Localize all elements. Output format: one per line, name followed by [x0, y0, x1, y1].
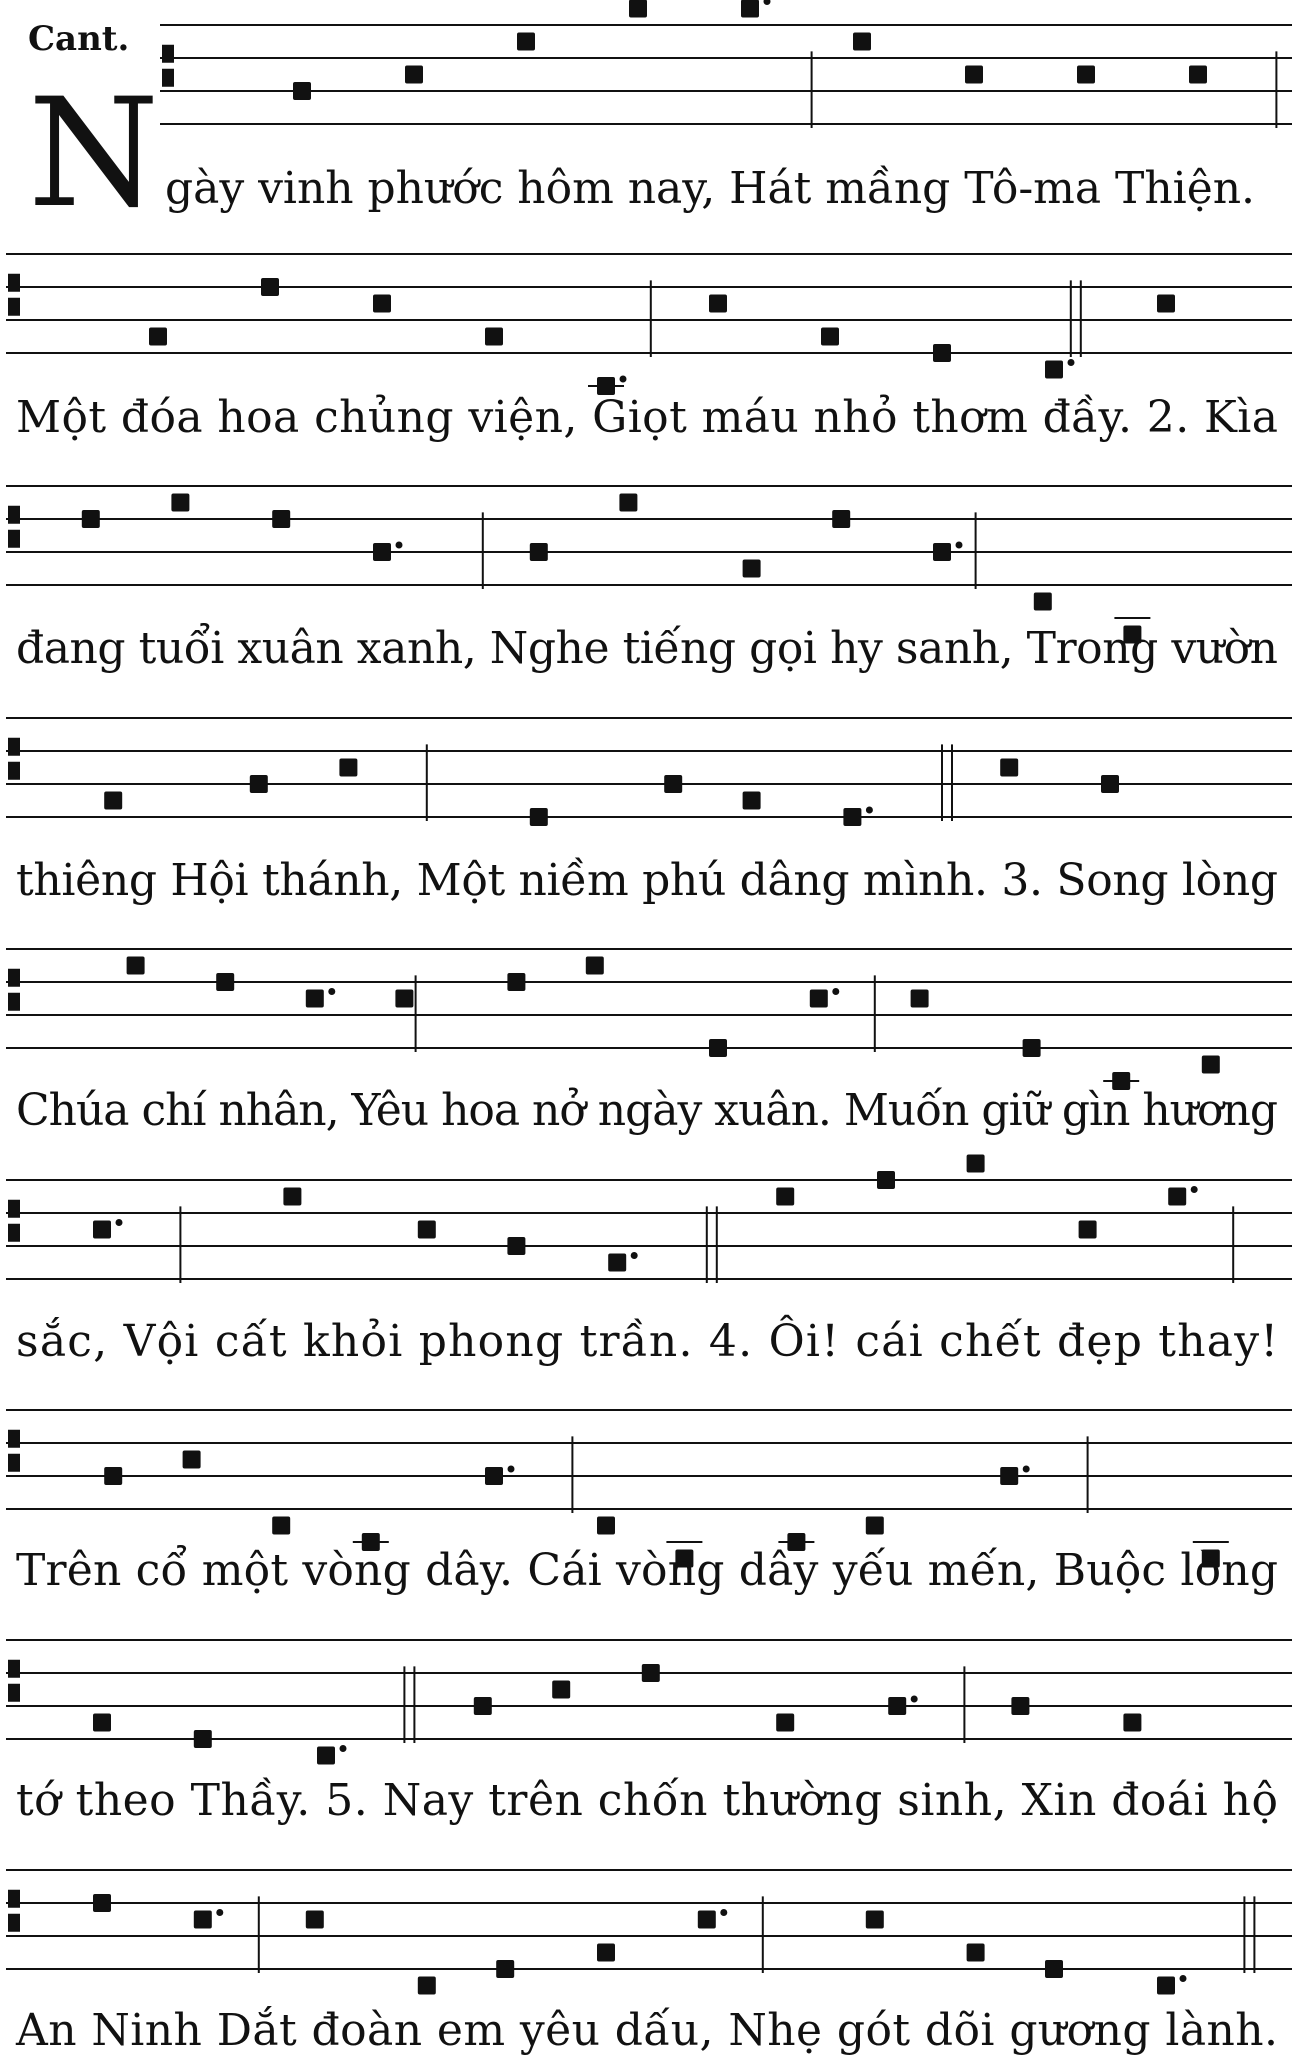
punctum — [306, 990, 324, 1008]
punctum — [664, 775, 682, 793]
punctum — [507, 973, 525, 991]
mora-dot — [866, 807, 873, 814]
staff-system — [6, 1410, 1292, 1596]
punctum — [888, 1697, 906, 1715]
punctum — [216, 973, 234, 991]
punctum — [866, 1911, 884, 1929]
punctum — [485, 328, 503, 346]
mora-dot — [116, 1219, 123, 1226]
punctum — [1079, 1221, 1097, 1239]
punctum — [272, 1517, 290, 1535]
punctum — [776, 1188, 794, 1206]
punctum — [530, 808, 548, 826]
lyric-line: sắc, Vội cất khỏi phong trần. 4. Ôi! cái chết đẹp thay! — [16, 1316, 1278, 1367]
c-clef-icon — [8, 274, 20, 316]
mora-dot — [508, 1466, 515, 1473]
punctum — [104, 792, 122, 810]
punctum — [619, 494, 637, 512]
punctum — [1000, 1467, 1018, 1485]
punctum — [474, 1697, 492, 1715]
punctum — [373, 543, 391, 561]
punctum — [93, 1894, 111, 1912]
punctum — [608, 1254, 626, 1272]
c-clef-icon — [8, 1200, 20, 1242]
punctum — [821, 328, 839, 346]
punctum — [586, 957, 604, 975]
c-clef-icon — [8, 738, 20, 780]
staff-system — [6, 1870, 1292, 2056]
mora-dot — [1023, 1466, 1030, 1473]
mora-dot — [764, 0, 771, 5]
punctum — [418, 1977, 436, 1995]
punctum — [1000, 759, 1018, 777]
punctum — [1157, 1977, 1175, 1995]
punctum — [629, 0, 647, 18]
mora-dot — [1068, 359, 1075, 366]
staff-system — [6, 486, 1292, 674]
punctum — [373, 295, 391, 313]
punctum — [810, 990, 828, 1008]
lyric-line: đang tuổi xuân xanh, Nghe tiếng gọi hy sanh, Trong vườn — [16, 623, 1278, 674]
staff-system — [6, 949, 1292, 1136]
punctum — [517, 33, 535, 51]
punctum — [272, 510, 290, 528]
punctum — [741, 0, 759, 18]
punctum — [743, 560, 761, 578]
punctum — [843, 808, 861, 826]
punctum — [1011, 1697, 1029, 1715]
mora-dot — [631, 1252, 638, 1259]
punctum — [306, 1911, 324, 1929]
lyric-line: Trên cổ một vòng dây. Cái vòng dây yếu mến, Buộc lòng — [16, 1545, 1278, 1596]
punctum — [485, 1467, 503, 1485]
mora-dot — [396, 542, 403, 549]
staff-system — [6, 1640, 1292, 1826]
punctum — [877, 1171, 895, 1189]
c-clef-icon — [8, 506, 20, 548]
punctum — [1045, 361, 1063, 379]
mora-dot — [216, 1909, 223, 1916]
mora-dot — [911, 1696, 918, 1703]
punctum — [642, 1664, 660, 1682]
punctum — [1045, 1960, 1063, 1978]
punctum — [183, 1451, 201, 1469]
punctum — [1077, 66, 1095, 84]
punctum — [597, 1944, 615, 1962]
punctum — [866, 1517, 884, 1535]
staff-system — [6, 718, 1292, 906]
punctum — [283, 1188, 301, 1206]
punctum — [552, 1681, 570, 1699]
c-clef-icon — [8, 1430, 20, 1472]
punctum — [104, 1467, 122, 1485]
punctum — [339, 759, 357, 777]
mora-dot — [832, 988, 839, 995]
punctum — [194, 1911, 212, 1929]
punctum — [1123, 1714, 1141, 1732]
punctum — [933, 543, 951, 561]
punctum — [250, 775, 268, 793]
punctum — [171, 494, 189, 512]
systems — [6, 0, 1296, 2056]
lyric-line: tớ theo Thầy. 5. Nay trên chốn thường sinh, Xin đoái hộ — [16, 1775, 1278, 1826]
punctum — [853, 33, 871, 51]
staff-system — [6, 254, 1292, 443]
staff-system — [6, 1155, 1292, 1368]
punctum — [1202, 1056, 1220, 1074]
mora-dot — [620, 376, 627, 383]
lyric-line: An Ninh Dắt đoàn em yêu dấu, Nhẹ gót dõi gương lành. — [16, 2005, 1278, 2056]
punctum — [967, 1155, 985, 1173]
punctum — [496, 1960, 514, 1978]
punctum — [418, 1221, 436, 1239]
punctum — [1034, 593, 1052, 611]
lyric-line: thiêng Hội thánh, Một niềm phú dâng mình. 3. Song lòng — [16, 855, 1278, 906]
punctum — [93, 1221, 111, 1239]
punctum — [405, 66, 423, 84]
punctum — [776, 1714, 794, 1732]
punctum — [597, 1517, 615, 1535]
punctum — [1101, 775, 1119, 793]
punctum — [149, 328, 167, 346]
mora-dot — [1191, 1186, 1198, 1193]
lyric-line: Chúa chí nhân, Yêu hoa nở ngày xuân. Muốn giữ gìn hương — [16, 1085, 1278, 1136]
punctum — [1168, 1188, 1186, 1206]
punctum — [1157, 295, 1175, 313]
punctum — [317, 1747, 335, 1765]
mora-dot — [1180, 1975, 1187, 1982]
punctum — [261, 278, 279, 296]
mora-dot — [340, 1745, 347, 1752]
c-clef-icon — [8, 1890, 20, 1932]
c-clef-icon — [8, 969, 20, 1011]
punctum — [1023, 1039, 1041, 1057]
punctum — [82, 510, 100, 528]
punctum — [194, 1730, 212, 1748]
punctum — [709, 1039, 727, 1057]
mora-dot — [956, 542, 963, 549]
punctum — [127, 957, 145, 975]
punctum — [743, 792, 761, 810]
punctum — [530, 543, 548, 561]
punctum — [967, 1944, 985, 1962]
mora-dot — [720, 1909, 727, 1916]
punctum — [832, 510, 850, 528]
c-clef-icon — [8, 1660, 20, 1702]
punctum — [93, 1714, 111, 1732]
lyric-line: Một đóa hoa chủng viện, Giọt máu nhỏ thơm đầy. 2. Kìa — [16, 392, 1278, 443]
c-clef-icon — [162, 45, 174, 87]
punctum — [698, 1911, 716, 1929]
punctum — [965, 66, 983, 84]
mora-dot — [328, 988, 335, 995]
punctum — [507, 1237, 525, 1255]
punctum — [709, 295, 727, 313]
punctum — [933, 344, 951, 362]
punctum — [1189, 66, 1207, 84]
punctum — [395, 990, 413, 1008]
lyric-line: gày vinh phước hôm nay, Hát mầng Tô-ma Thiện. — [165, 163, 1255, 214]
staff-system — [160, 0, 1296, 214]
initial-letter: N — [28, 67, 160, 241]
chant-type-label: Cant. — [28, 19, 130, 59]
punctum — [293, 82, 311, 100]
punctum — [911, 990, 929, 1008]
